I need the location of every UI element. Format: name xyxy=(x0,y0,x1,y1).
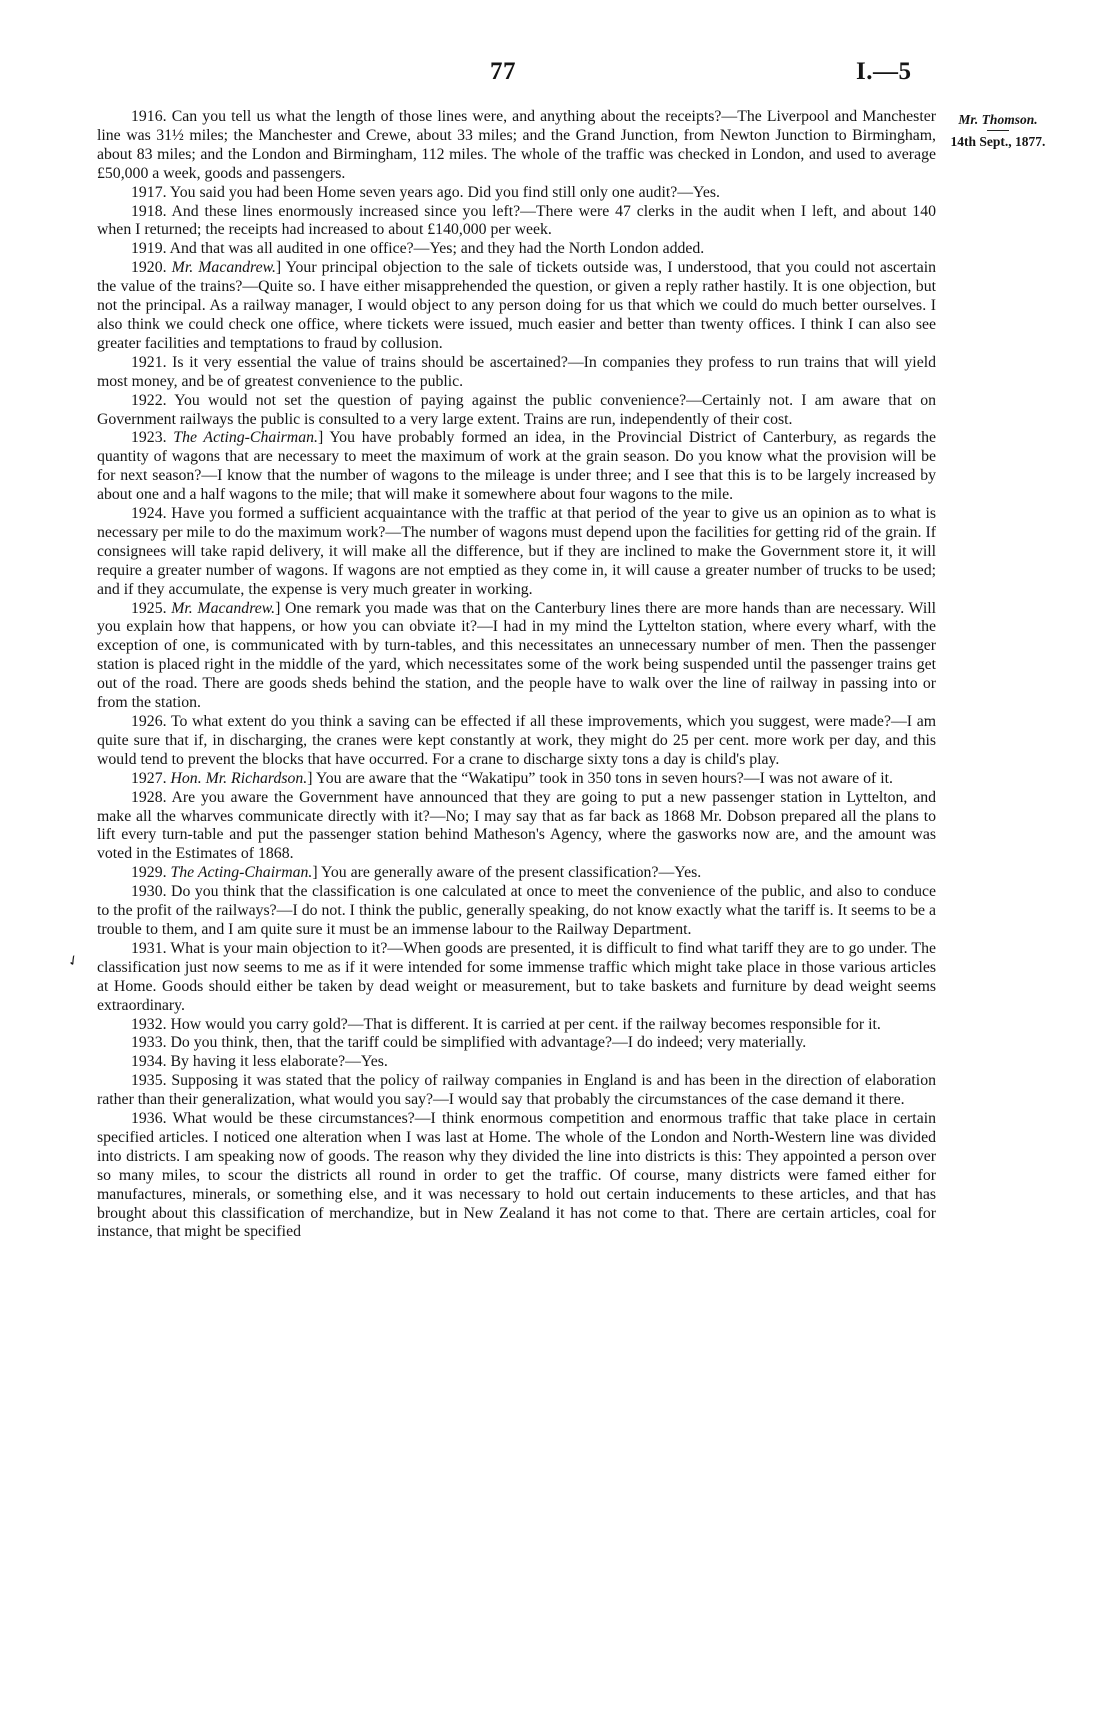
question-number: 1927. xyxy=(131,769,167,787)
question-number: 1918. xyxy=(131,202,167,220)
paragraph-1921 xyxy=(97,354,936,392)
paragraph-text: ] You are aware that the “Wakatipu” took in 350 tons in seven hours?—I was not aware of it. xyxy=(307,769,893,787)
paragraph-text: How would you carry gold?—That is different. It is carried at per cent. if the railway becomes responsible for it. xyxy=(166,1015,881,1033)
paragraph-text: Can you tell us what the length of those lines were, and anything about the receipts?—The Liverpool and Manchester line was 31½ miles; the Manchester and Crewe, about 33 miles; and the Grand Junction, from Newton Junction to Birmingham, about 83 miles; and the London and Birmingham, 112 miles. The whole of the traffic was checked in London, and used to average £50,000 a week, goods and passengers. xyxy=(97,108,936,182)
question-number: 1925. xyxy=(131,599,167,617)
margin-note xyxy=(938,111,1058,150)
paragraph-text: ] You are generally aware of the present classification?—Yes. xyxy=(312,864,702,882)
paragraph-1933 xyxy=(97,1034,936,1053)
question-number: 1928. xyxy=(131,788,167,806)
paragraph-1931 xyxy=(97,940,936,1016)
speaker-name: Hon. Mr. Richardson. xyxy=(170,769,308,787)
paper-id: I.—5 xyxy=(856,58,912,85)
question-number: 1920. xyxy=(131,259,167,277)
page-number: 77 xyxy=(490,58,516,85)
margin-witness: Mr. Thomson. xyxy=(958,112,1038,127)
speaker-name: The Acting-Chairman. xyxy=(173,429,318,447)
paragraph-text: Do you think, then, that the tariff could be simplified with advantage?—I do indeed; very materially. xyxy=(166,1034,807,1052)
speaker-name: The Acting-Chairman. xyxy=(170,864,313,882)
question-number: 1929. xyxy=(131,864,167,882)
question-number: 1924. xyxy=(131,505,167,523)
paragraph-1936 xyxy=(97,1110,936,1242)
margin-rule xyxy=(987,130,1009,131)
question-number: 1922. xyxy=(131,391,167,409)
paragraph-1916 xyxy=(97,108,936,184)
question-number: 1935. xyxy=(131,1072,167,1090)
paragraph-1928 xyxy=(97,789,936,865)
question-number: 1921. xyxy=(131,353,167,371)
paragraph-1926 xyxy=(97,713,936,770)
margin-tick-mark: ✓ xyxy=(65,952,83,971)
question-number: 1933. xyxy=(131,1034,167,1052)
question-number: 1923. xyxy=(131,429,167,447)
paragraph-1922 xyxy=(97,392,936,430)
paragraph-text: To what extent do you think a saving can be effected if all these improvements, which you suggest, were made?—I am quite sure that if, in discharging, the cranes were kept constantly at work, they might do 25 per cent. more work per day, and this would tend to prevent the blocks that have occurred. For a crane to discharge sixty tons a day is child's play. xyxy=(97,713,936,768)
paragraph-text: What would be these circumstances?—I think enormous competition and enormous traffic that take place in certain specified articles. I noticed one alteration when I was last at Home. The whole of the London and North-Western line was divided into districts. I am speaking now of goods. The reason why they divided the line into districts is this: They appointed a person over so many miles, to scour the districts all round in order to get the traffic. Of course, many districts were famed either for manufactures, minerals, or something else, and it was necessary to hold out certain inducements to these articles, and that has brought about this classification of merchandize, but in New Zealand it has not come to that. There are certain articles, coal for instance, that might be specified xyxy=(97,1110,936,1241)
question-number: 1930. xyxy=(131,883,167,901)
paragraph-text: And these lines enormously increased since you left?—There were 47 clerks in the audit when I left, and about 140 when I returned; the receipts had increased to about £140,000 per week. xyxy=(97,202,936,239)
testimony-body xyxy=(97,108,936,1242)
paragraph-1917 xyxy=(97,184,936,203)
page-header xyxy=(0,58,1114,98)
paragraph-text: Is it very essential the value of trains should be ascertained?—In companies they profess to run trains that will yield most money, and be of greatest convenience to the public. xyxy=(97,353,936,390)
paragraph-1927 xyxy=(97,770,936,789)
question-number: 1934. xyxy=(131,1053,167,1071)
paragraph-1932 xyxy=(97,1016,936,1035)
paragraph-1930 xyxy=(97,883,936,940)
paragraph-text: ] You have probably formed an idea, in the Provincial District of Canterbury, as regards the quantity of wagons that are necessary to meet the maximum of work at the grain season. Do you know what the provision will be for next season?—I know that the number of wagons to the mileage is under three; and I see that this is to be largely increased by about one and a half wagons to the mile; that will make it somewhere about four wagons to the mile. xyxy=(97,429,936,504)
speaker-name: Mr. Macandrew. xyxy=(171,599,276,617)
paragraph-text: By having it less elaborate?—Yes. xyxy=(166,1053,388,1071)
paragraph-1919 xyxy=(97,240,936,259)
question-number: 1916. xyxy=(131,108,167,125)
question-number: 1932. xyxy=(131,1015,167,1033)
paragraph-text: You would not set the question of paying against the public convenience?—Certainly not. I am aware that on Government railways the public is consulted to a very large extent. Trains are run, independently of their cost. xyxy=(97,391,936,428)
question-number: 1936. xyxy=(131,1110,167,1128)
paragraph-text: What is your main objection to it?—When goods are presented, it is difficult to find what tariff they are to go under. The classification just now seems to me as if it were intended for some immense traffic which might take place in those various articles at Home. Goods should either be taken by dead weight or measurement, but to take baskets and furniture by dead weight seems extraordinary. xyxy=(97,939,936,1014)
paragraph-text: You said you had been Home seven years ago. Did you find still only one audit?—Yes. xyxy=(166,183,720,201)
paragraph-text: And that was all audited in one office?—Yes; and they had the North London added. xyxy=(166,240,705,258)
paragraph-1923 xyxy=(97,429,936,505)
paragraph-1935 xyxy=(97,1072,936,1110)
paragraph-1929 xyxy=(97,864,936,883)
margin-date: 14th Sept., 1877. xyxy=(950,134,1046,149)
paragraph-1918 xyxy=(97,203,936,241)
speaker-name: Mr. Macandrew. xyxy=(171,259,276,277)
question-number: 1931. xyxy=(131,939,167,957)
paragraph-text: ] Your principal objection to the sale of tickets outside was, I understood, that you could not ascertain the value of the trains?—Quite so. I have either misapprehended the question, or given a reply rather hastily. It is one objection, but not the principal. As a railway manager, I would object to any person doing for us that which we could do much better ourselves. I also think we could check one office, where tickets were issued, much easier and better than twenty offices. I think I can also see greater facilities and temptations to fraud by collusion. xyxy=(97,259,937,352)
paragraph-1920 xyxy=(97,259,936,354)
paragraph-1924 xyxy=(97,505,936,600)
paragraph-text: Are you aware the Government have announced that they are going to put a new passenger station in Lyttelton, and make all the wharves communicate directly with it?—No; I may say that as far back as 1868 Mr. Dobson prepared all the plans to lift every turn-table and put the passenger station behind Matheson's Agency, where the gasworks now are, and the amount was voted in the Estimates of 1868. xyxy=(97,788,936,863)
question-number: 1926. xyxy=(131,713,167,730)
paragraph-1925 xyxy=(97,600,936,713)
paragraph-text: Supposing it was stated that the policy of railway companies in England is and has been in the direction of elaboration rather than their generalization, what would you say?—I would say that probably the circumstances of the case demand it there. xyxy=(97,1072,936,1109)
paragraph-1934 xyxy=(97,1053,936,1072)
paragraph-text: Have you formed a sufficient acquaintance with the traffic at that period of the year to give us an opinion as to what is necessary per mile to do the maximum work?—The number of wagons must depend upon the facilities for getting rid of the grain. If consignees will take rapid delivery, it will make all the difference, but if they are inclined to make the Government store it, it will require a greater number of wagons. If wagons are not emptied as they come in, it will cause a greater number of trucks to be used; and if they accumulate, the expense is very much greater in working. xyxy=(97,505,936,598)
question-number: 1919. xyxy=(131,240,167,258)
question-number: 1917. xyxy=(131,183,167,201)
paragraph-text: Do you think that the classification is one calculated at once to meet the convenience of the public, and also to conduce to the profit of the railways?—I do not. I think the public, generally speaking, do not know exactly what the tariff is. It seems to be a trouble to them, and I am quite sure it must be an immense labour to the Railway Department. xyxy=(97,883,936,938)
paragraph-text: ] One remark you made was that on the Canterbury lines there are more hands than are necessary. Will you explain how that happens, or how you can obviate it?—I had in my mind the Lyttelton station, where every wharf, with the exception of one, is communicated with by turn-tables, and this necessitates an unnecessary number of men. Then the passenger station is placed right in the middle of the yard, which necessitates some of the work being suspended until the passenger trains get out of the road. There are goods sheds behind the station, and the people have to walk over the line of railway in passing into or from the station. xyxy=(97,599,936,712)
